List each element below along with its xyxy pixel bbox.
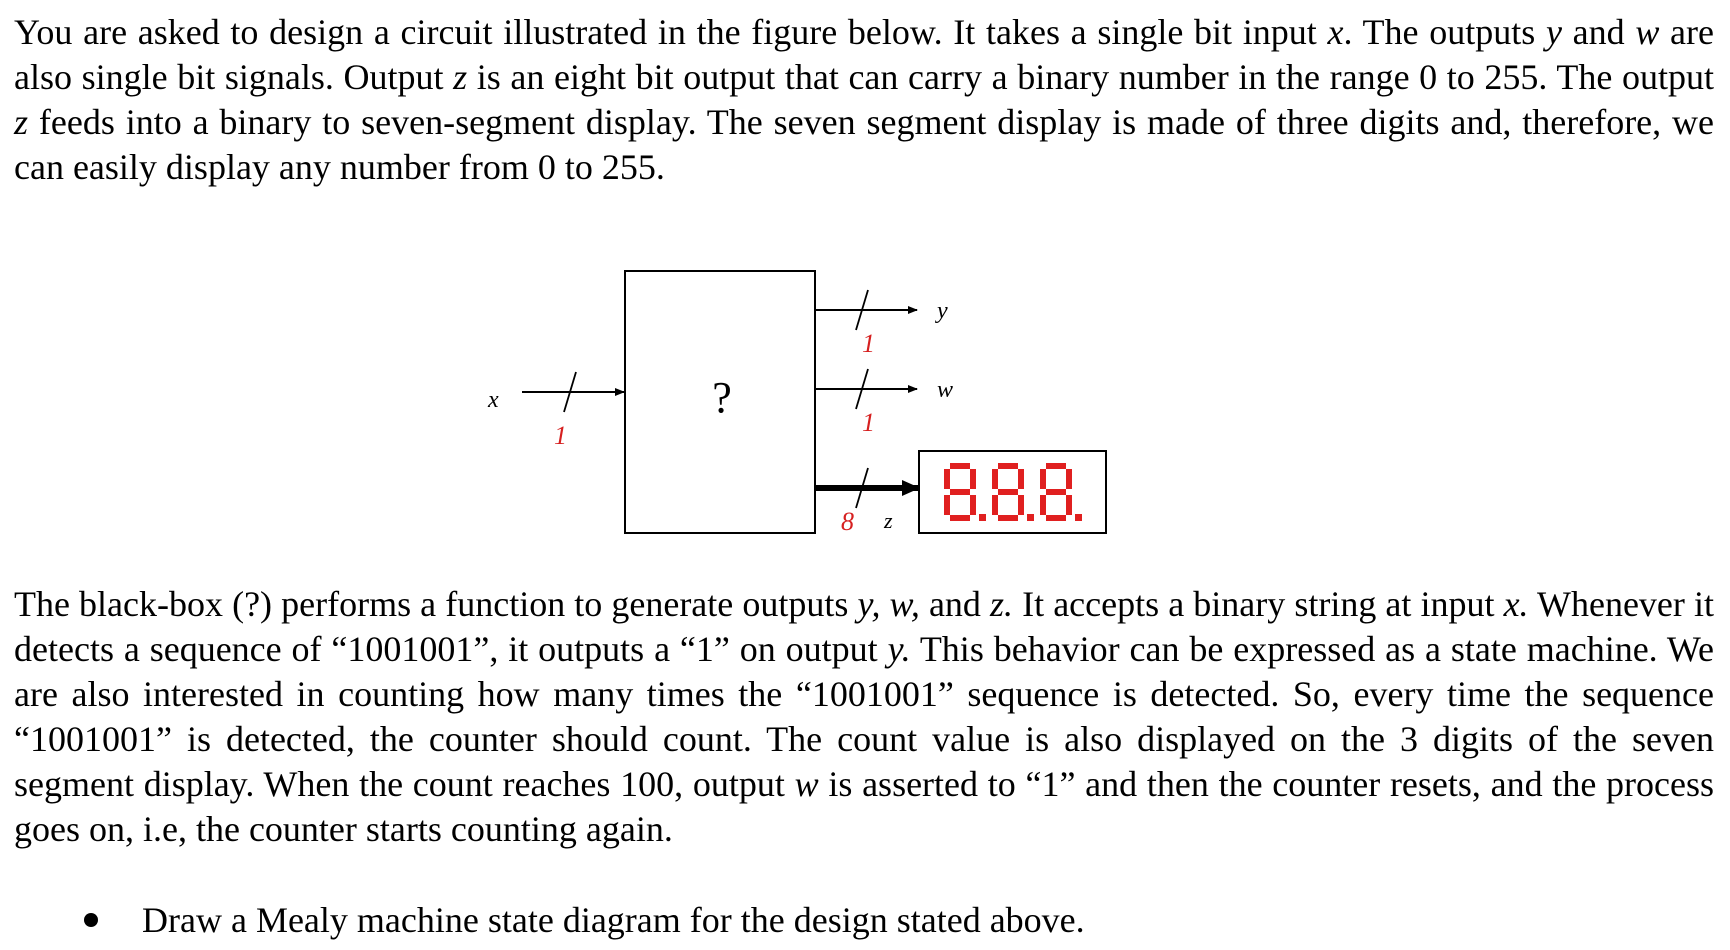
digit-3-decimal-point [1075,514,1082,521]
body-paragraph [14,582,1714,852]
digit-2-segment-d [998,515,1018,521]
black-box-label: ? [712,373,732,422]
digit-2-segment-f [992,469,998,489]
digit-3-segment-d [1046,515,1066,521]
output-z-label: z [884,508,893,533]
body-var-yw: y, w, [857,584,920,624]
bullet-icon [84,913,98,927]
input-x-label: x [488,387,499,413]
digit-2-segment-c [1018,495,1024,515]
digit-1-segment-g [950,489,970,495]
body-text-4: Whenever it detects a sequence of “1001001”, it outputs a “1” on output [14,584,1714,669]
intro-text-5: is an eight bit output that can carry a binary number in the range 0 to 255. The output [467,57,1714,97]
body-text-1: The black-box (?) performs a function to generate outputs [14,584,858,624]
body-text-3: It accepts a binary string at input [1013,584,1504,624]
digit-1-segment-c [970,495,976,515]
digit-3-segment-b [1066,469,1072,489]
intro-text-4: are also single bit signals. Output [14,12,1714,97]
intro-text-2: . The outputs [1343,12,1546,52]
digit-1-segment-d [950,515,970,521]
digit-3-segment-f [1040,469,1046,489]
digit-2-segment-g [998,489,1018,495]
digit-3-segment-c [1066,495,1072,515]
intro-text-6: feeds into a binary to seven-segment display. The seven segment display is made of three digits and, therefore, we can easily display any number from 0 to 255. [14,102,1714,187]
digit-1-segment-e [944,495,950,515]
digit-1-segment-a [950,463,970,469]
body-text-2: and [919,584,991,624]
intro-text-1: You are asked to design a circuit illustrated in the figure below. It takes a single bit input [14,12,1328,52]
body-text-5: This behavior can be expressed as a state machine. We are also interested in counting how many times the “1001001” sequence is detected. So, every time the sequence “1001001” is detected, the counter should count. The count value is also displayed on the 3 digits of the seven segment display. When the count reaches 100, output [14,629,1714,804]
digit-2-segment-a [998,463,1018,469]
body-text-6: is asserted to “1” and then the counter resets, and the process goes on, i.e, the counter starts counting again. [14,764,1714,849]
digit-2-segment-b [1018,469,1024,489]
digit-3-segment-a [1046,463,1066,469]
digit-1-segment-b [970,469,976,489]
intro-var-x: x [1327,12,1344,52]
body-var-w: w [794,764,819,804]
body-var-z: z. [990,584,1014,624]
task-list-item [0,898,1730,943]
body-var-x: x. [1503,584,1529,624]
task-text: Draw a Mealy machine state diagram for the design stated above. [142,900,1085,940]
digit-1-segment-f [944,469,950,489]
intro-var-y: y [1545,12,1562,52]
output-z-width: 8 [841,507,854,536]
intro-var-z: z [453,57,468,97]
output-w-label: w [937,377,954,403]
intro-var-w: w [1635,12,1660,52]
intro-var-z-2: z [14,102,29,142]
input-x-width: 1 [554,421,567,450]
digit-2-segment-e [992,495,998,515]
digit-2-decimal-point [1027,514,1034,521]
body-var-y: y. [887,629,911,669]
intro-text-3: and [1561,12,1636,52]
output-w-width: 1 [862,408,875,437]
output-y-label: y [937,298,948,324]
output-y-width: 1 [862,329,875,358]
digit-3-segment-g [1046,489,1066,495]
digit-3-segment-e [1040,495,1046,515]
digit-1-decimal-point [979,514,986,521]
